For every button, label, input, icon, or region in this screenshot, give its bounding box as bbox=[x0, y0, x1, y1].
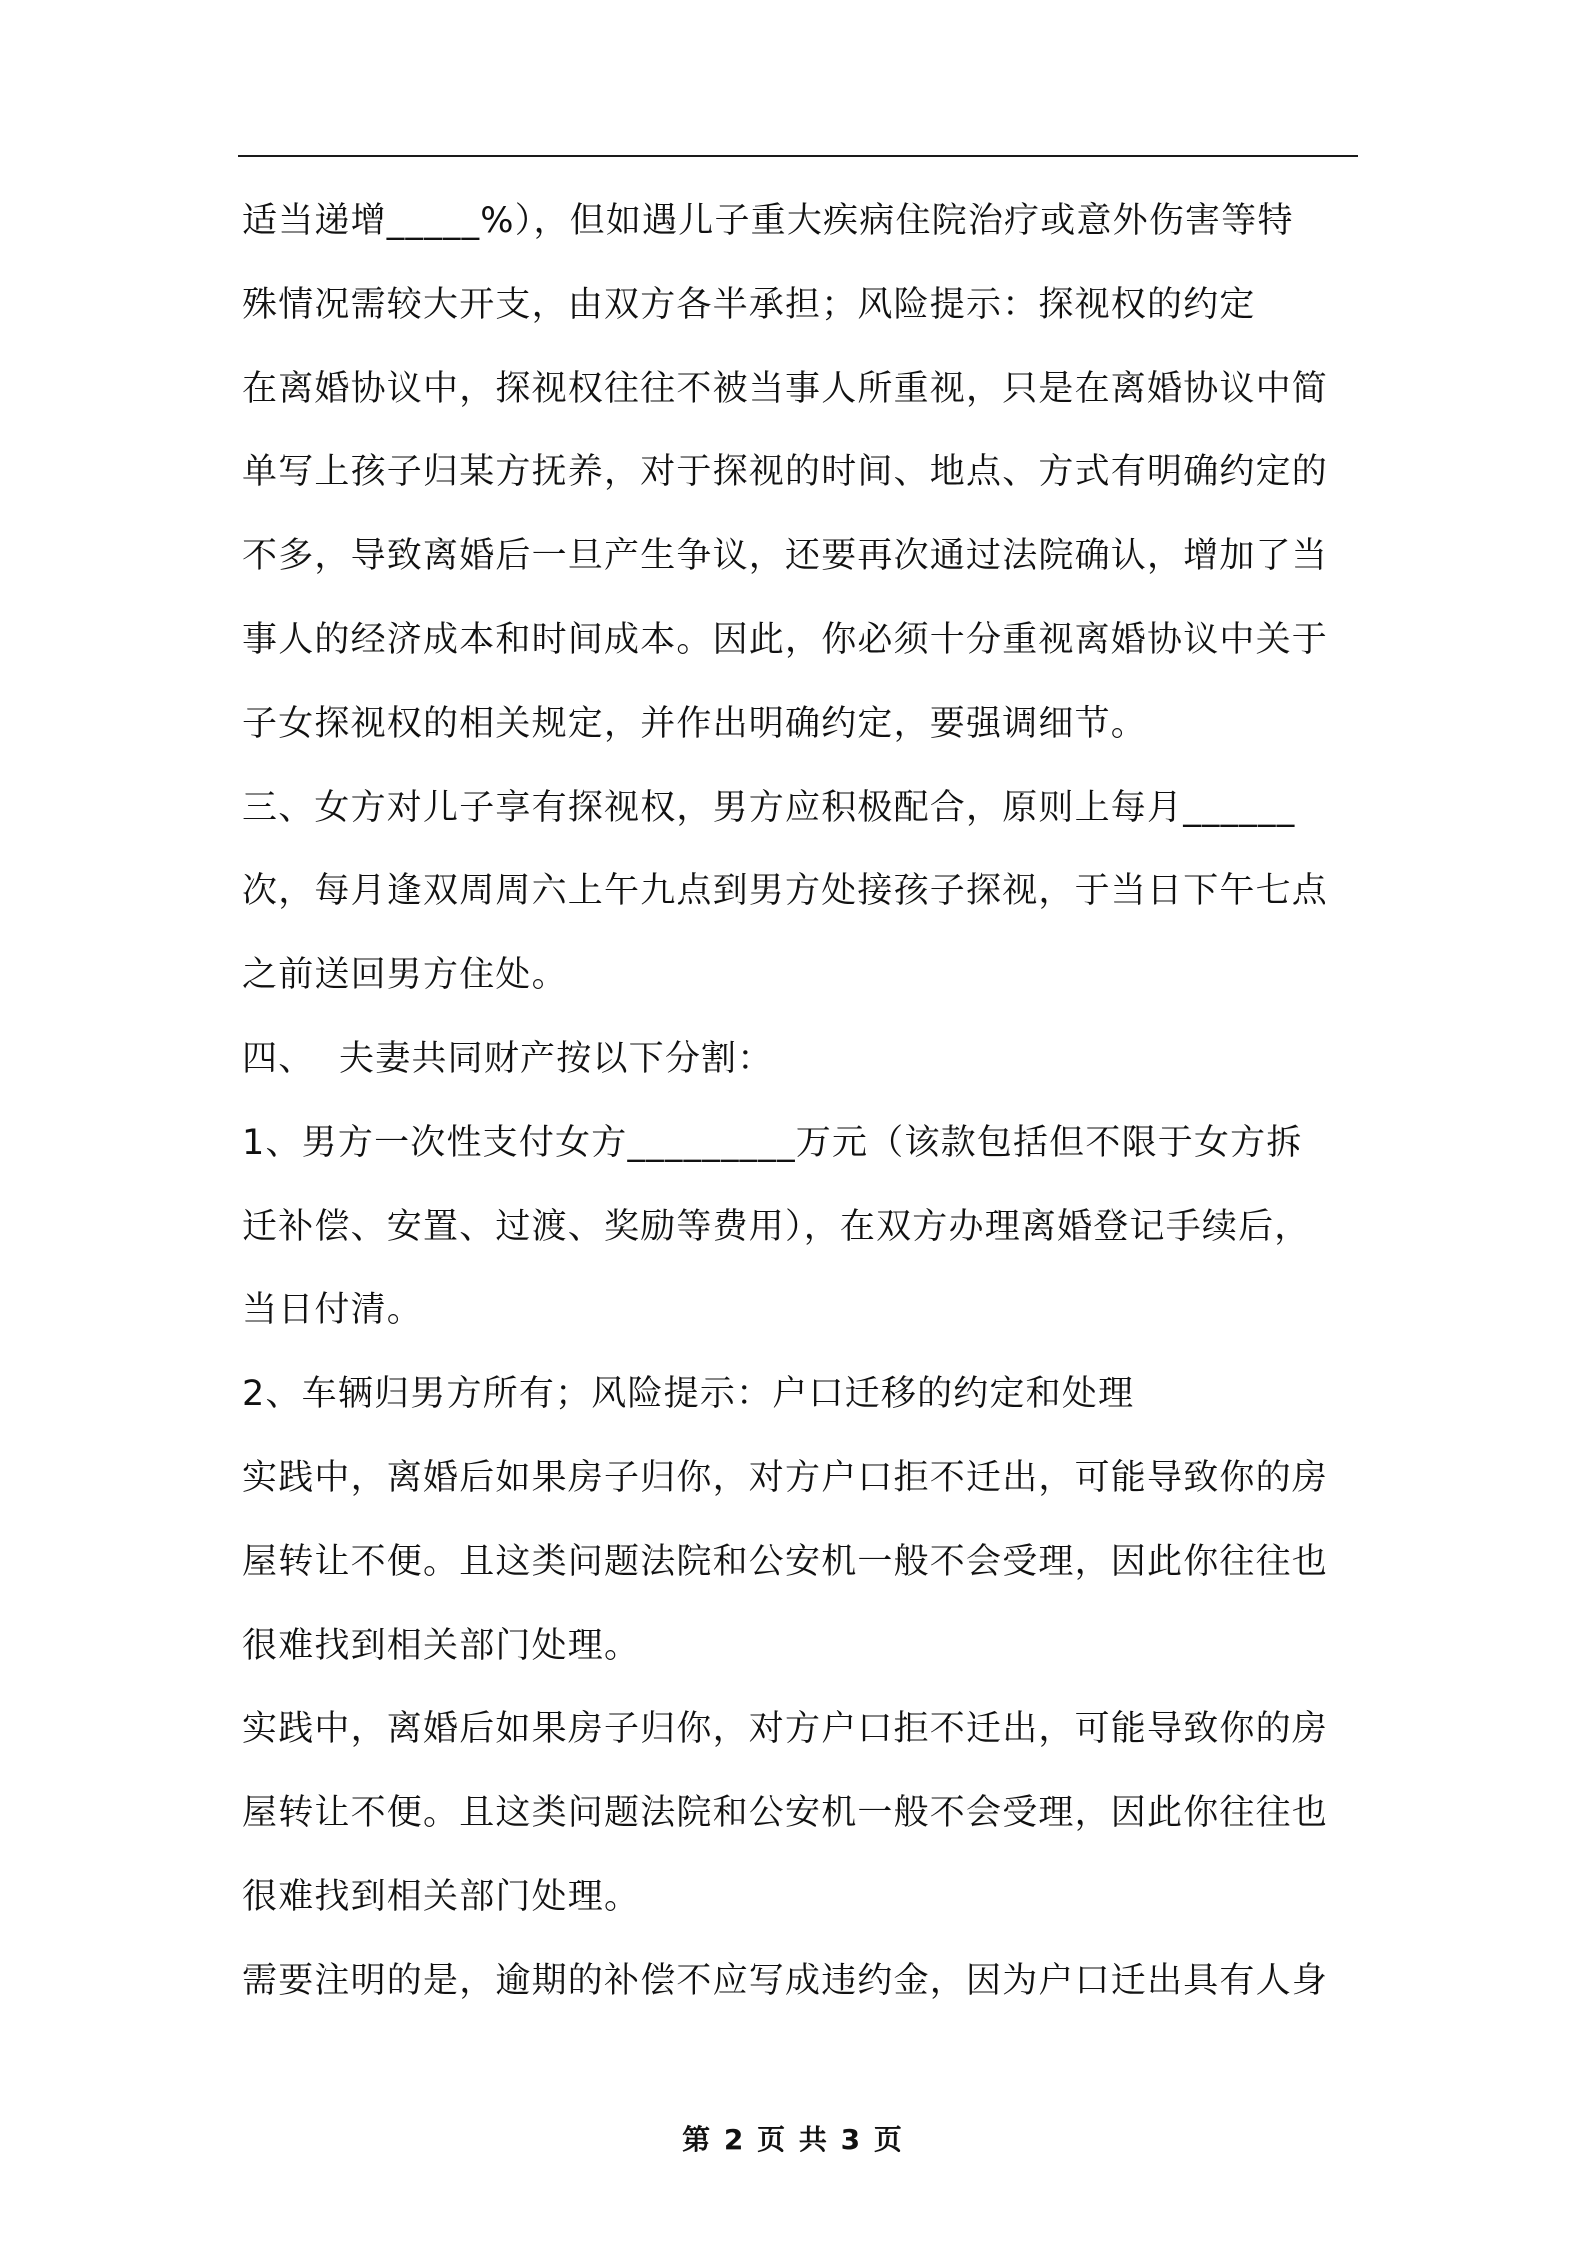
document-body bbox=[242, 180, 1358, 2024]
text-line: 子女探视权的相关规定，并作出明确约定，要强调细节。 bbox=[242, 703, 1148, 744]
text-line: 不多，导致离婚后一旦产生争议，还要再次通过法院确认，增加了当 bbox=[242, 536, 1329, 577]
text-line: 实践中，离婚后如果房子归你，对方户口拒不迁出，可能导致你的房 bbox=[242, 1709, 1329, 1750]
text-line: 殊情况需较大开支，由双方各半承担；风险提示：探视权的约定 bbox=[242, 284, 1256, 325]
page-number-footer: 第 2 页 共 3 页 bbox=[682, 2123, 904, 2156]
text-line: 实践中，离婚后如果房子归你，对方户口拒不迁出，可能导致你的房 bbox=[242, 1457, 1329, 1498]
text-line: 三、女方对儿子享有探视权，男方应积极配合，原则上每月______ bbox=[242, 787, 1296, 828]
text-line: 四、 夫妻共同财产按以下分割： bbox=[242, 1038, 774, 1079]
text-line: 之前送回男方住处。 bbox=[242, 955, 568, 996]
text-line: 需要注明的是，逾期的补偿不应写成违约金，因为户口迁出具有人身 bbox=[242, 1960, 1329, 2001]
text-line: 在离婚协议中，探视权往往不被当事人所重视，只是在离婚协议中简 bbox=[242, 368, 1329, 409]
text-line: 适当递增_____%），但如遇儿子重大疾病住院治疗或意外伤害等特 bbox=[242, 201, 1294, 241]
text-line: 很难找到相关部门处理。 bbox=[242, 1625, 641, 1666]
text-line: 单写上孩子归某方抚养，对于探视的时间、地点、方式有明确约定的 bbox=[242, 452, 1329, 493]
text-line: 屋转让不便。且这类问题法院和公安机一般不会受理，因此你往往也 bbox=[242, 1793, 1329, 1834]
text-line: 2、车辆归男方所有；风险提示：户口迁移的约定和处理 bbox=[242, 1374, 1135, 1415]
text-line: 次，每月逢双周周六上午九点到男方处接孩子探视，于当日下午七点 bbox=[242, 871, 1329, 912]
text-line: 当日付清。 bbox=[242, 1290, 424, 1331]
text-line: 迁补偿、安置、过渡、奖励等费用），在双方办理离婚登记手续后， bbox=[242, 1206, 1311, 1247]
text-line: 事人的经济成本和时间成本。因此，你必须十分重视离婚协议中关于 bbox=[242, 619, 1329, 660]
text-line: 很难找到相关部门处理。 bbox=[242, 1876, 641, 1917]
text-line: 屋转让不便。且这类问题法院和公安机一般不会受理，因此你往往也 bbox=[242, 1541, 1329, 1582]
header-divider bbox=[238, 155, 1358, 157]
text-line: 1、男方一次性支付女方_________万元（该款包括但不限于女方拆 bbox=[242, 1122, 1303, 1163]
